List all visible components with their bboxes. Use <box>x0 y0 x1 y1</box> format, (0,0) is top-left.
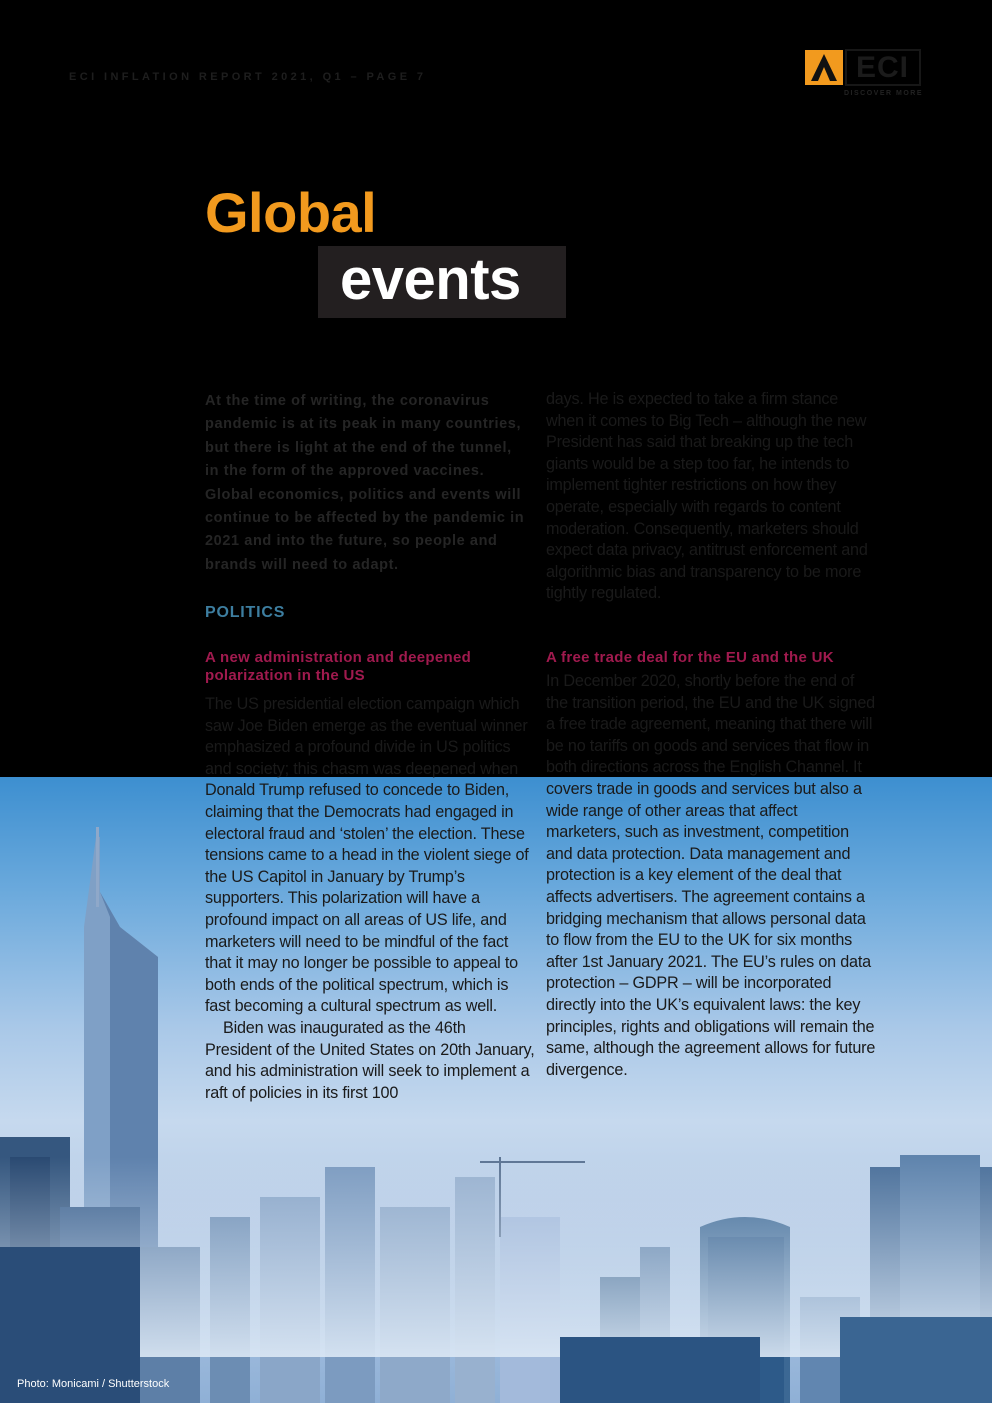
running-header: ECI INFLATION REPORT 2021, Q1 – PAGE 7 <box>69 71 427 83</box>
page-title-line1: Global <box>205 181 377 244</box>
article-paragraph: In December 2020, shortly before the end of the transition period, the EU and the UK signed a free trade agreement, meaning that there will be no tariffs on goods and services that flow in both directions across the English Channel. It covers trade in goods and services but also a wide range of other areas that affect marketers, such as investment, competition and data protection. Data management and protection is a key element of the deal that affects advertisers. The agreement contains a bridging mechanism that allows personal data to flow from the EU to the UK for six months after 1st January 2021. The EU’s rules on data protection – GDPR – will be incorporated directly into the UK’s equivalent laws: the key principles, rights and obligations will remain the same, although the agreement allows for future divergence. <box>546 672 876 1079</box>
section-heading: POLITICS <box>205 604 286 621</box>
photo-credit: Photo: Monicami / Shutterstock <box>17 1378 170 1390</box>
logo-tagline: DISCOVER MORE <box>844 90 924 97</box>
article-heading-eu-uk: A free trade deal for the EU and the UK <box>546 649 834 666</box>
lead-paragraph: At the time of writing, the coronavirus pandemic is at its peak in many countries, but there is light at the end of the tunnel, in the form of the approved vaccines. Global economics, politics and events will continue to be affected by the pandemic in 2021 and into the future, so people and brands will need to adapt. <box>205 393 525 573</box>
logo-text: ECI <box>856 51 910 84</box>
page-title-line2: events <box>340 247 521 312</box>
eci-logo-icon <box>805 50 843 85</box>
article-paragraph: The US presidential election campaign which saw Joe Biden emerge as the eventual winner emphasized a profound divide in US politics and society; this chasm was deepened when Donald Trump refused to concede to Biden, claiming that the Democrats had engaged in electoral fraud and ‘stolen’ the election. These tensions came to a head in the violent siege of the US Capitol in January by Trump’s supporters. This polarization will have a profound impact on all areas of US life, and marketers will need to be mindful of the fact that it may no longer be possible to appeal to both ends of the political spectrum, which is fast becoming a cultural spectrum as well. <box>205 695 529 1016</box>
article-body-us <box>205 694 535 1104</box>
article-heading-us: A new administration and deepened polarization in the US <box>205 649 472 684</box>
article-paragraph: Biden was inaugurated as the 46th President of the United States on 20th January, and his administration will seek to implement a raft of policies in its first 100 <box>205 1018 535 1102</box>
article-paragraph: days. He is expected to take a firm stance when it comes to Big Tech – although the new President has said that breaking up the tech giants would be a step too far, he intends to implement tighter restrictions on how they operate, especially with regards to content moderation. Consequently, marketers should expect data privacy, antitrust enforcement and algorithmic bias and transparency to be more tightly regulated. <box>546 390 868 603</box>
article-body-eu-uk <box>546 671 876 1081</box>
eci-logo[interactable] <box>800 46 924 100</box>
article-body-us-continued <box>546 389 876 605</box>
